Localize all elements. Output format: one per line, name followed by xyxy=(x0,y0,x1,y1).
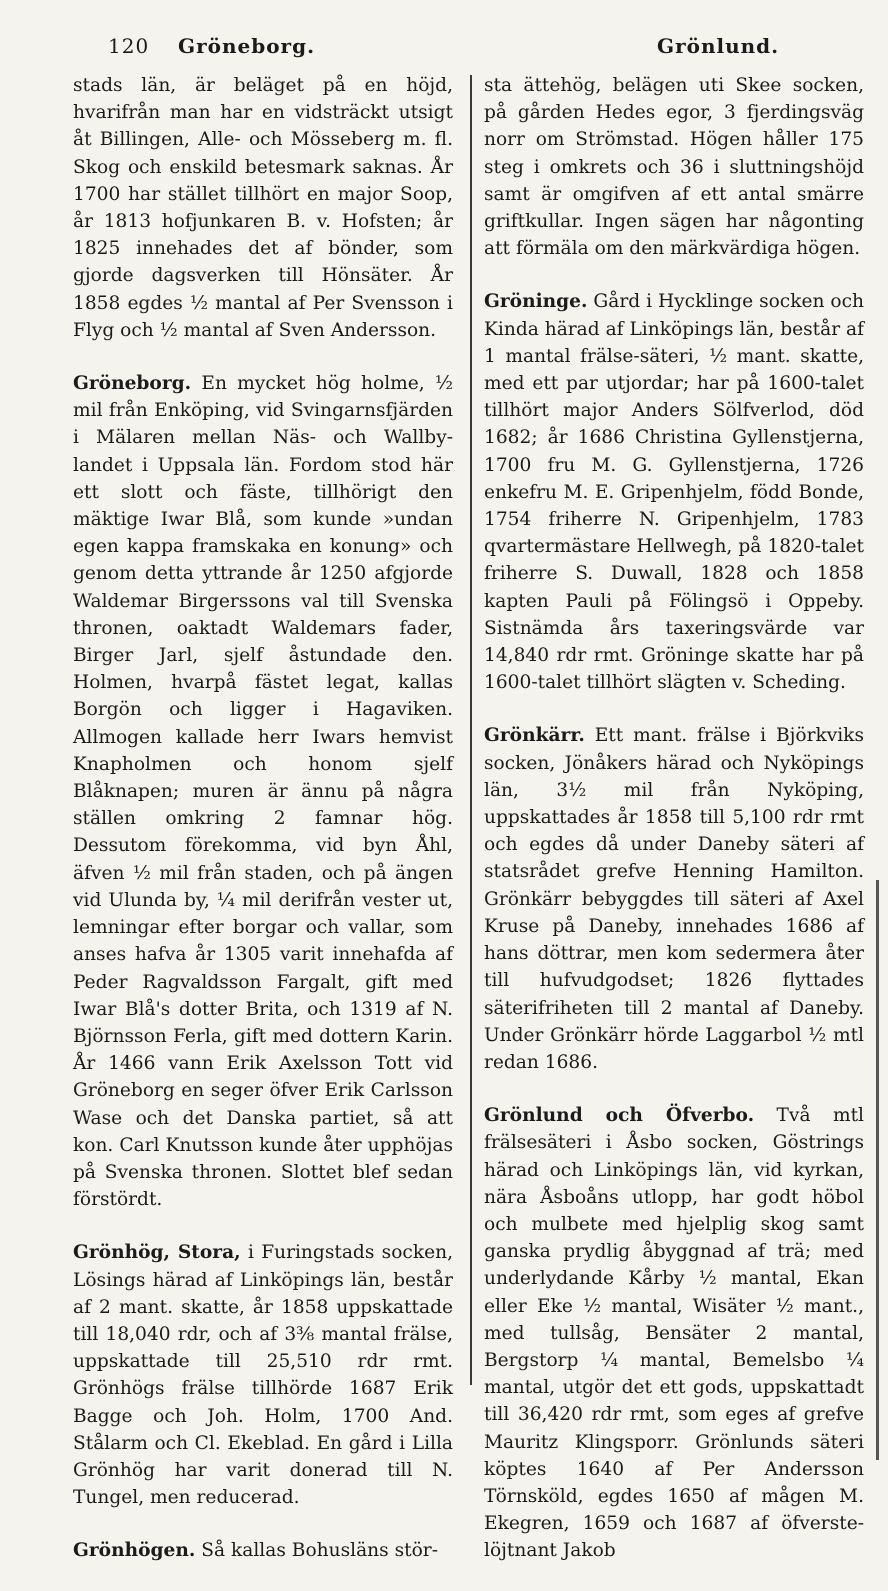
entry-headword: Grönlund och Öfverbo. xyxy=(484,1105,755,1127)
entry-headword: Gröneborg. xyxy=(73,373,192,395)
entry-paragraph xyxy=(73,1239,453,1511)
entry-text: Två mtl frälsesäteri i Åsbo socken, Göstrings härad och Linköpings län, vid kyrkan, nära Åsboåns utlopp, har godt höbol och mulbete med hjelplig skog samt ganska prydlig åbyggnad af trä; med underlydande Kårby ½ mantal, Ekan eller Eke ½ mantal, Wisäter ½ mant., med tullsåg, Bensäter 2 mantal, Bergstorp ¼ mantal, Bemelsbo ¼ mantal, utgör det ett gods, uppskattadt till 36,420 rdr rmt, som eges af grefve Mauritz Klingsporr. Grönlunds säteri köptes 1640 af Per Andersson Törnsköld, egdes 1650 af mågen M. Ekegren, 1659 och 1687 af öfverste-löjtnant Jakob xyxy=(484,1105,864,1562)
left-running-head: Gröneborg. xyxy=(178,34,316,58)
right-column xyxy=(484,72,864,1591)
entry-headword: Grönhögen. xyxy=(73,1540,196,1562)
entry-paragraph xyxy=(484,72,864,262)
entry-text: En mycket hög holme, ½ mil från Enköping, vid Svingarnsfjärden i Mälaren mellan Näs- och Wallby-landet i Uppsala län. Fordom stod här ett slott och fäste, tillhörigt den mäktige Iwar Blå, som kunde »undan egen kappa framskaka en konung» och genom detta yttrande år 1250 afgjorde Waldemar Birgerssons val till Svenska thronen, oaktadt Waldemars fader, Birger Jarl, sjelf åstundade den. Holmen, hvarpå fästet legat, kallas Borgön och ligger i Hagaviken. Allmogen kallade herr Iwars hemvist Knapholmen och honom sjelf Blåknapen; muren är ännu på några ställen omkring 2 famnar hög. Dessutom förekomma, vid byn Åhl, äfven ½ mil från staden, och på ängen vid Ulunda by, ¼ mil derifrån vester ut, lemningar efter borgar och vallar, som anses hafva år 1305 varit innehafda af Peder Ragvaldsson Fargalt, gift med Iwar Blå's dotter Brita, och 1319 af N. Björnsson Ferla, gift med dottern Karin. År 1466 vann Erik Axelsson Tott vid Gröneborg en seger öfver Erik Carlsson Wase och det Danska partiet, så att kon. Carl Knutsson kunde åter upphöjas på Svenska thronen. Slottet blef sedan förstördt. xyxy=(73,373,453,1211)
entry-text: stads län, är beläget på en höjd, hvarifrån man har en vidsträckt utsigt åt Billingen, Alle- och Mösseberg m. fl. Skog och enskild betesmark saknas. År 1700 har stället tillhört en major Soop, år 1813 hofjunkaren B. v. Hofsten; år 1825 innehades det af bönder, som gjorde dagsverken till Hönsäter. År 1858 egdes ½ mantal af Per Svensson i Flyg och ½ mantal af Sven Andersson. xyxy=(73,75,453,341)
page-edge-line xyxy=(876,880,879,1460)
running-header xyxy=(0,34,888,64)
entry-paragraph xyxy=(484,722,864,1076)
entry-text: Gård i Hycklinge socken och Kinda härad af Linköpings län, består af 1 mantal frälse-säteri, ½ mant. skatte, med ett par utjordar; har på 1600-talet tillhört major Anders Sölfverlod, död 1682; år 1686 Christina Gyllenstjerna, 1700 fru M. G. Gyllenstjerna, 1726 enkefru M. E. Gripenhjelm, född Bonde, 1754 friherre N. Gripenhjelm, 1783 qvartermästare Hellwegh, på 1820-talet friherre S. Duwall, 1828 och 1858 kapten Pauli på Fölingsö i Oppeby. Sistnämda års taxeringsvärde var 14,840 rdr rmt. Gröninge skatte har på 1600-talet tillhört slägten v. Scheding. xyxy=(484,291,864,694)
entry-paragraph xyxy=(73,72,453,344)
entry-text: sta ättehög, belägen uti Skee socken, på gården Hedes egor, 3 fjerdingsväg norr om Strömstad. Högen håller 175 steg i omkrets och 36 i sluttningshöjd samt är omgifven af ett antal smärre griftkullar. Ingen sägen har någonting att förmäla om den märkvärdiga högen. xyxy=(484,75,864,260)
entry-headword: Grönhög, Stora, xyxy=(73,1242,241,1264)
entry-headword: Grönkärr. xyxy=(484,725,585,747)
entry-paragraph xyxy=(73,1537,453,1564)
entry-paragraph xyxy=(73,370,453,1213)
left-column xyxy=(73,72,453,1591)
right-running-head: Grönlund. xyxy=(657,34,780,58)
entry-paragraph xyxy=(484,288,864,696)
entry-headword: Gröninge. xyxy=(484,291,588,313)
entry-text: Så kallas Bohusläns stör- xyxy=(201,1540,438,1562)
entry-paragraph xyxy=(484,1102,864,1564)
column-divider xyxy=(470,75,472,1385)
entry-text: Ett mant. frälse i Björkviks socken, Jönåkers härad och Nyköpings län, 3½ mil från Nyköping, uppskattades år 1858 till 5,100 rdr rmt och egdes då under Daneby säteri af statsrådet grefve Henning Hamilton. Grönkärr bebyggdes till säteri af Axel Kruse på Daneby, innehades 1686 af hans döttrar, men kom sedermera åter till hufvudgodset; 1826 flyttades säterifriheten till 2 mantal af Daneby. Under Grönkärr hörde Laggarbol ½ mtl redan 1686. xyxy=(484,725,864,1073)
entry-text: i Furingstads socken, Lösings härad af Linköpings län, består af 2 mant. skatte, år 1858 uppskattade till 18,040 rdr, och af 3⅜ mantal frälse, uppskattade till 25,510 rdr rmt. Grönhögs frälse tillhörde 1687 Erik Bagge och Joh. Holm, 1700 And. Stålarm och Cl. Ekeblad. En gård i Lilla Grönhög har varit donerad till N. Tungel, men reducerad. xyxy=(73,1242,453,1509)
page-number: 120 xyxy=(108,34,150,58)
